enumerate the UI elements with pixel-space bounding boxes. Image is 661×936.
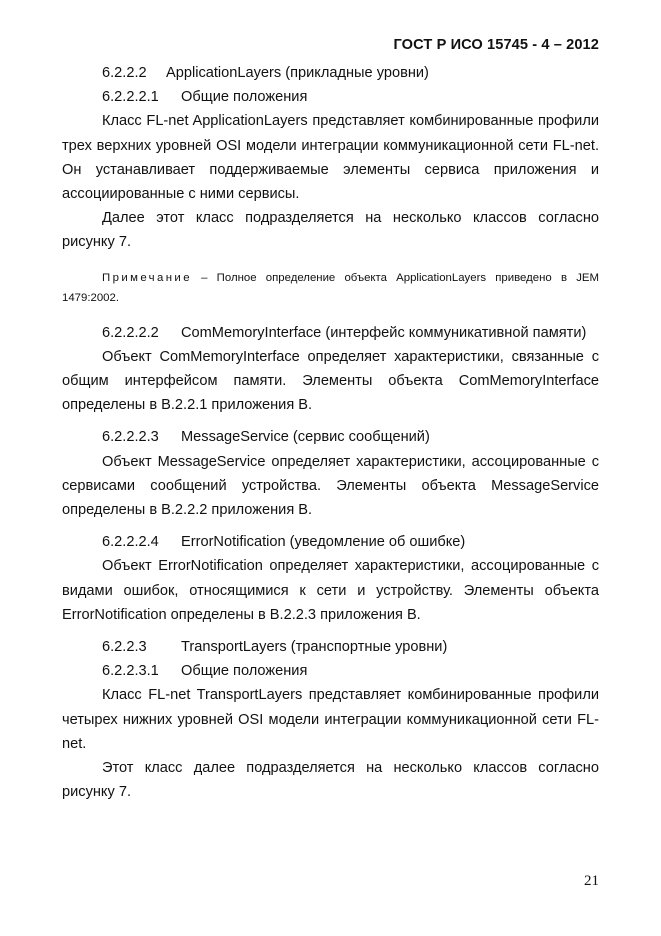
section-number: 6.2.2.2.1	[102, 89, 159, 106]
section-6-2-2-2-3-heading	[62, 425, 599, 449]
paragraph-application-classes: Далее этот класс подразделяется на несколько классов согласно рисунку 7.	[62, 210, 599, 251]
page-content	[62, 61, 599, 804]
paragraph-transport-classes: Этот класс далее подразделяется на несколько классов согласно рисунку 7.	[62, 760, 599, 801]
paragraph-transport-layers: Класс FL-net TransportLayers представляет комбинированные профили четырех нижних уровней OSI модели интеграции коммуникационной сети FL-net.	[62, 687, 599, 752]
note-text: – Полное определение объекта ApplicationLayers приведено в JEM 1479:2002.	[62, 271, 599, 304]
section-6-2-2-3-heading	[62, 635, 599, 659]
document-header: ГОСТ Р ИСО 15745 - 4 – 2012	[393, 37, 599, 53]
section-6-2-2-3-1-heading	[62, 659, 599, 683]
section-title: Общие положения	[181, 663, 308, 680]
section-number: 6.2.2.2.4	[102, 534, 159, 551]
paragraph-message-service: Объект MessageService определяет характеристики, ассоцированные с сервисами сообщений устройства. Элементы объекта MessageService определены в B.2.2.2 приложения B.	[62, 453, 599, 519]
section-title: MessageService (сервис сообщений)	[181, 429, 430, 446]
section-number: 6.2.2.2	[102, 65, 147, 81]
section-number: 6.2.2.2.3	[102, 429, 159, 446]
section-number: 6.2.2.3	[102, 639, 147, 656]
section-title: ComMemoryInterface (интерфейс коммуникативной памяти)	[181, 324, 587, 341]
note	[62, 268, 599, 308]
section-number: 6.2.2.2.2	[102, 324, 159, 341]
section-6-2-2-2-4-heading	[62, 530, 599, 554]
paragraph-com-memory-interface: Объект ComMemoryInterface определяет характеристики, связанные с общим интерфейсом памяти. Элементы объекта ComMemoryInterface определены в B.2.2.1 приложения B.	[62, 348, 599, 414]
paragraph-application-layers: Класс FL-net ApplicationLayers представляет комбинированные профили трех верхних уровней OSI модели интеграции коммуникационной сети FL-net. Он устанавливает поддерживаемые элементы сервиса приложения и ассоциированные с ними сервисы.	[62, 113, 599, 203]
paragraph-error-notification: Объект ErrorNotification определяет характеристики, ассоцированные с видами ошибок, относящимися к сети и устройству. Элементы объекта ErrorNotification определены в B.2.2.3 приложения B.	[62, 558, 599, 623]
section-title: ErrorNotification (уведомление об ошибке)	[181, 534, 466, 551]
page-number: 21	[584, 873, 599, 889]
section-6-2-2-2-2-heading	[62, 321, 599, 345]
section-title: Общие положения	[181, 89, 308, 106]
section-number: 6.2.2.3.1	[102, 663, 159, 680]
note-label: Примечание	[102, 271, 192, 284]
section-title: ApplicationLayers (прикладные уровни)	[166, 65, 429, 81]
section-6-2-2-2-1-heading	[62, 85, 599, 109]
section-6-2-2-2-heading	[62, 61, 599, 85]
section-title: TransportLayers (транспортные уровни)	[181, 639, 448, 656]
